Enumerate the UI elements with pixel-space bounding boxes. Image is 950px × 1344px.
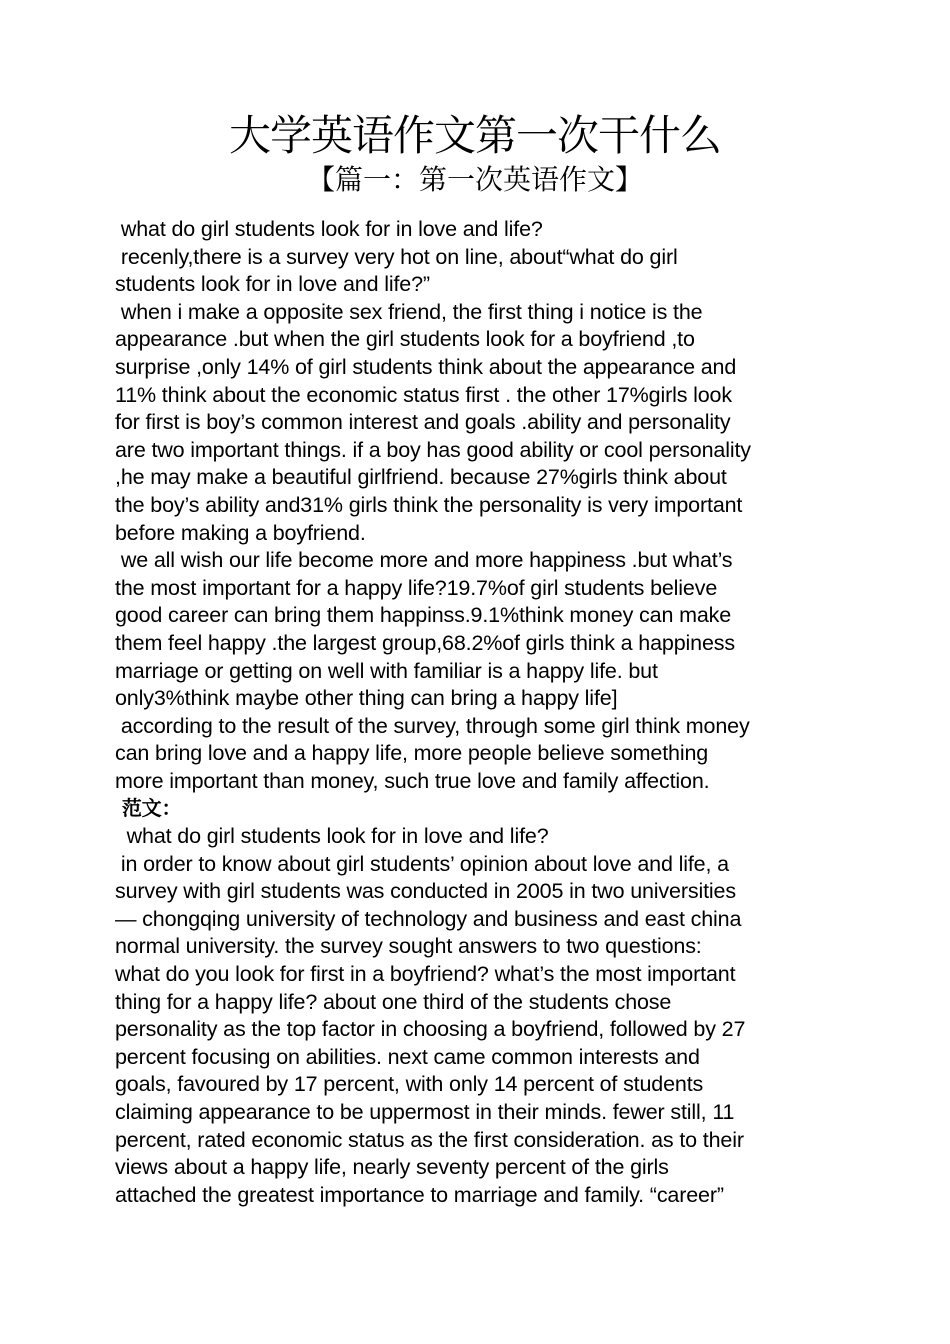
text-line: students look for in love and life?” bbox=[115, 272, 430, 297]
text-line: according to the result of the survey, through some girl think money bbox=[115, 713, 750, 738]
text-line: 11% think about the economic status first . the other 17%girls look bbox=[115, 382, 732, 407]
text-line: what do girl students look for in love and life? bbox=[115, 217, 543, 241]
text-line: the boy’s ability and31% girls think the personality is very important bbox=[115, 492, 743, 517]
document-body bbox=[115, 216, 845, 1209]
text-line: what do girl students look for in love and life? bbox=[115, 824, 549, 849]
sample-essay-text bbox=[115, 823, 845, 1209]
text-line: good career can bring them happinss.9.1%think money can make bbox=[115, 603, 732, 628]
text-line: the most important for a happy life?19.7%of girl students believe bbox=[115, 575, 718, 600]
text-line: thing for a happy life? about one third of the students chose bbox=[115, 989, 672, 1014]
text-line: goals, favoured by 17 percent, with only 14 percent of students bbox=[115, 1072, 704, 1097]
sample-essay-heading: 范文： bbox=[115, 796, 182, 821]
text-line: normal university. the survey sought answers to two questions: bbox=[115, 934, 702, 959]
text-line: are two important things. if a boy has good ability or cool personality bbox=[115, 437, 751, 462]
text-line: appearance .but when the girl students look for a boyfriend ,to bbox=[115, 327, 695, 352]
text-line: more important than money, such true love and family affection. bbox=[115, 768, 710, 793]
text-line: claiming appearance to be uppermost in their minds. fewer still, 11 bbox=[115, 1100, 735, 1124]
text-line: when i make a opposite sex friend, the first thing i notice is the bbox=[115, 299, 703, 324]
text-line: — chongqing university of technology and business and east china bbox=[115, 906, 742, 931]
essay-text bbox=[115, 216, 845, 795]
text-line: we all wish our life become more and more happiness .but what’s bbox=[115, 548, 733, 573]
text-line: percent, rated economic status as the first consideration. as to their bbox=[115, 1127, 744, 1152]
text-line: views about a happy life, nearly seventy percent of the girls bbox=[115, 1155, 669, 1180]
text-line: surprise ,only 14% of girl students think about the appearance and bbox=[115, 354, 737, 379]
text-line: attached the greatest importance to marriage and family. “career” bbox=[115, 1182, 724, 1207]
text-line: what do you look for first in a boyfriend? what’s the most important bbox=[115, 962, 736, 987]
text-line: survey with girl students was conducted in 2005 in two universities bbox=[115, 879, 736, 904]
text-line: can bring love and a happy life, more people believe something bbox=[115, 741, 709, 766]
text-line: for first is boy’s common interest and goals .ability and personality bbox=[115, 410, 731, 435]
text-line: in order to know about girl students’ opinion about love and life, a bbox=[115, 851, 729, 876]
text-line: only3%think maybe other thing can bring a happy life] bbox=[115, 686, 618, 711]
text-line: personality as the top factor in choosing a boyfriend, followed by 27 bbox=[115, 1017, 746, 1042]
text-line: percent focusing on abilities. next came common interests and bbox=[115, 1044, 700, 1069]
text-line: marriage or getting on well with familiar is a happy life. but bbox=[115, 658, 658, 683]
text-line: before making a boyfriend. bbox=[115, 520, 366, 545]
text-line: recenly,there is a survey very hot on line, about“what do girl bbox=[115, 244, 678, 269]
text-line: them feel happy .the largest group,68.2%of girls think a happiness bbox=[115, 630, 735, 655]
document-title: 大学英语作文第一次干什么 bbox=[228, 111, 721, 160]
document-subtitle: 【篇一：第一次英语作文】 bbox=[306, 163, 643, 196]
text-line: ,he may make a beautiful girlfriend. because 27%girls think about bbox=[115, 465, 727, 490]
